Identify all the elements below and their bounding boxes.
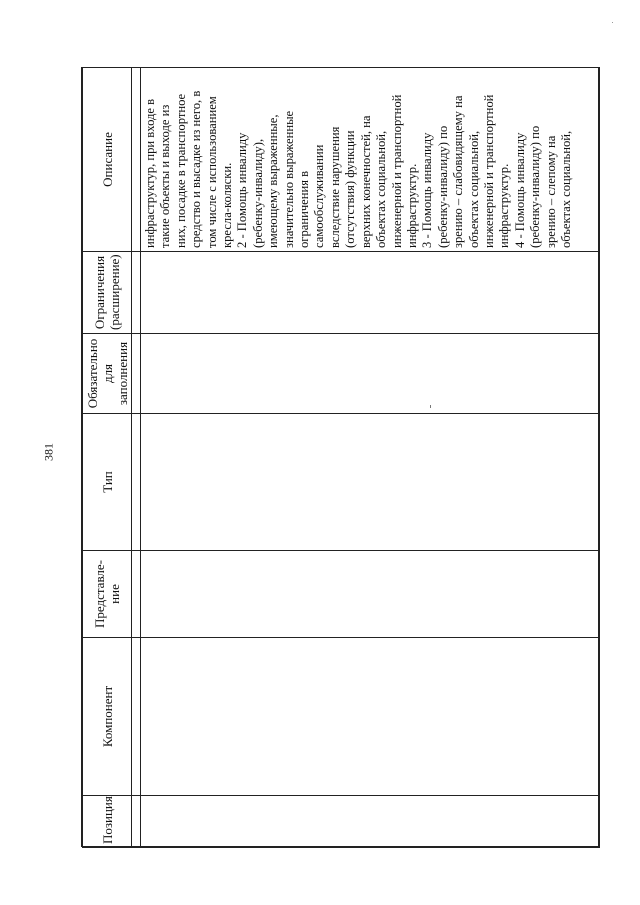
description-line: средство и высадке из него, в	[189, 90, 204, 248]
description-line: 2 - Помощь инвалиду	[235, 132, 250, 248]
description-line: 3 - Помощь инвалиду	[420, 132, 435, 248]
header-component: Компонент	[83, 638, 132, 796]
cell-type	[141, 414, 600, 551]
cell-component	[141, 638, 600, 796]
page-number: 381	[41, 443, 56, 461]
description-line: инфраструктур.	[404, 163, 419, 248]
spacer-cell	[132, 414, 141, 551]
header-description: Описание	[83, 68, 132, 252]
description-line: объектах социальной,	[374, 130, 389, 248]
table-spacer-row	[132, 68, 141, 848]
rotated-table	[82, 68, 600, 848]
spacer-cell	[132, 638, 141, 796]
table-row	[141, 68, 600, 848]
description-line: такие объекты и выходе из	[158, 104, 173, 248]
description-line: ограничения в	[297, 170, 312, 248]
header-restriction: Ограничения (расширение)	[83, 252, 132, 334]
description-line: объектах социальной,	[466, 130, 481, 248]
description-line: верхних конечностей, на	[358, 115, 373, 248]
cell-mandatory	[141, 334, 600, 414]
description-line: том числе с использованием	[204, 96, 219, 248]
spacer-cell	[132, 796, 141, 848]
header-representation: Представле-ние	[83, 551, 132, 638]
description-line: них, посадке в транспортное	[173, 93, 188, 248]
description-line: значительно выраженные	[281, 110, 296, 248]
spacer-cell	[132, 334, 141, 414]
spacer-cell	[132, 252, 141, 334]
specification-table	[82, 67, 600, 848]
description-line: (ребенку-инвалиду) по	[528, 125, 543, 248]
description-line: кресла-коляски.	[220, 162, 235, 248]
description-line: инженерной и транспортной	[389, 94, 404, 248]
description-line: (отсутствия) функции	[343, 130, 358, 248]
rotated-table-frame	[81, 67, 599, 847]
description-line: (ребенку-инвалиду) по	[435, 125, 450, 248]
spacer-cell	[132, 551, 141, 638]
cell-position	[141, 796, 600, 848]
cell-restriction	[141, 252, 600, 334]
scan-mark	[430, 405, 431, 408]
description-line: самообслуживании	[312, 144, 327, 248]
table-header-row	[83, 68, 132, 848]
description-line: зрению – слабовидящему на	[451, 95, 466, 248]
description-line: инженерной и транспортной	[481, 94, 496, 248]
scan-speck	[612, 22, 613, 23]
description-line: вследствие нарушения	[327, 126, 342, 248]
description-line: инфраструктур, при входе в	[143, 98, 157, 248]
description-line: 4 - Помощь инвалиду	[512, 132, 527, 248]
description-line: имеющему выраженные,	[266, 114, 281, 248]
description-line: инфраструктур.	[497, 163, 512, 248]
description-line: (ребенку-инвалиду),	[250, 138, 265, 248]
cell-representation	[141, 551, 600, 638]
spacer-cell	[132, 68, 141, 252]
header-mandatory: Обязательно для заполнения	[83, 334, 132, 414]
description-line: зрению – слепому на	[543, 135, 558, 248]
description-line: объектах социальной,	[558, 130, 573, 248]
header-type: Тип	[83, 414, 132, 551]
header-position: Позиция	[83, 796, 132, 848]
cell-description	[141, 68, 600, 252]
